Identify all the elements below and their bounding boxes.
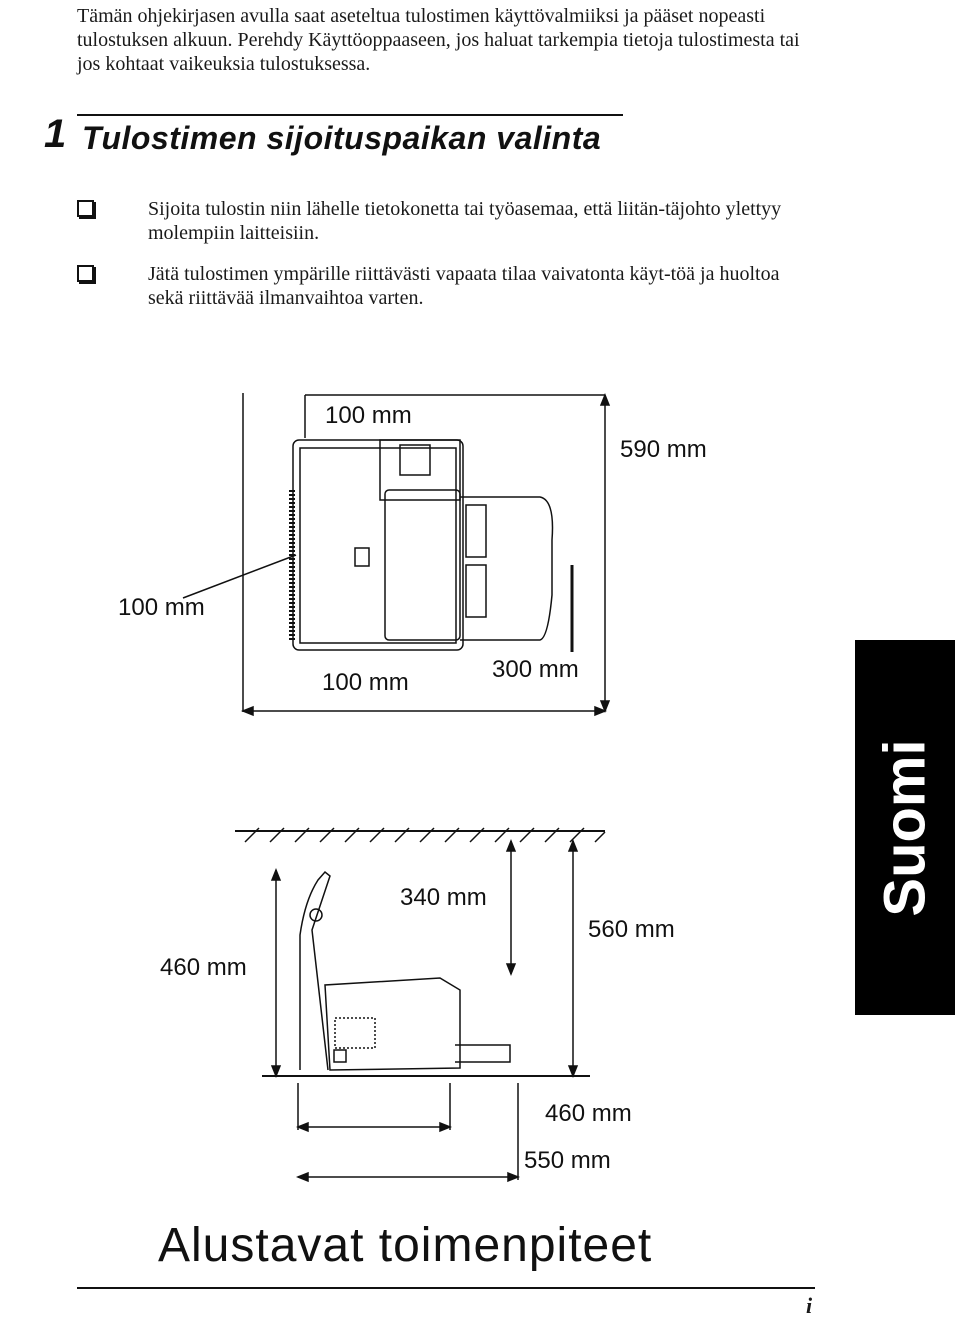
page-number: i [806,1293,813,1318]
side-depth-label: 460 mm [545,1100,632,1127]
footer-rule [77,1287,815,1289]
body-height-label: 460 mm [160,954,247,981]
bullet-item [77,262,817,310]
front-clearance-label: 100 mm [322,669,409,696]
bullet-text: Jätä tulostimen ympärille riittävästi vapaata tilaa vaivatonta käyt-töä ja huoltoa sekä riittävää ilmanvaihtoa varten. [148,263,780,309]
bullet-text: Sijoita tulostin niin lähelle tietokonetta tai työasemaa, että liitän-täjohto ylettyy molempiin laitteisiin. [148,198,782,244]
footer-title: Alustavat toimenpiteet [158,1219,653,1272]
checkbox-bullet-icon [77,265,94,282]
top-clearance-side-label: 340 mm [400,884,487,911]
bullet-item [77,197,817,245]
intro-paragraph: Tämän ohjekirjasen avulla saat aseteltua tulostimen käyttövalmiiksi ja pääset nopeasti tulostuksen alkuun. Perehdy Käyttöoppaaseen, jos haluat tarkempia tietoja tulostimesta tai jos kohtaat vaikeuksia tulostuksessa. [77,5,800,75]
tray-clearance-label: 300 mm [492,656,579,683]
side-view-diagram [235,828,605,1181]
section-rule [77,114,623,116]
left-clearance-label: 100 mm [118,594,205,621]
section-number: 1 [44,112,67,156]
language-tab [855,640,955,1015]
depth-label: 590 mm [620,436,707,463]
section-title: Tulostimen sijoituspaikan valinta [82,120,602,156]
top-clearance-label: 100 mm [325,402,412,429]
height-with-clearance-label: 560 mm [588,916,675,943]
language-tab-label: Suomi [872,738,938,917]
depth-with-tray-label: 550 mm [524,1147,611,1174]
clearance-diagram [0,380,960,1200]
checkbox-bullet-icon [77,200,94,217]
